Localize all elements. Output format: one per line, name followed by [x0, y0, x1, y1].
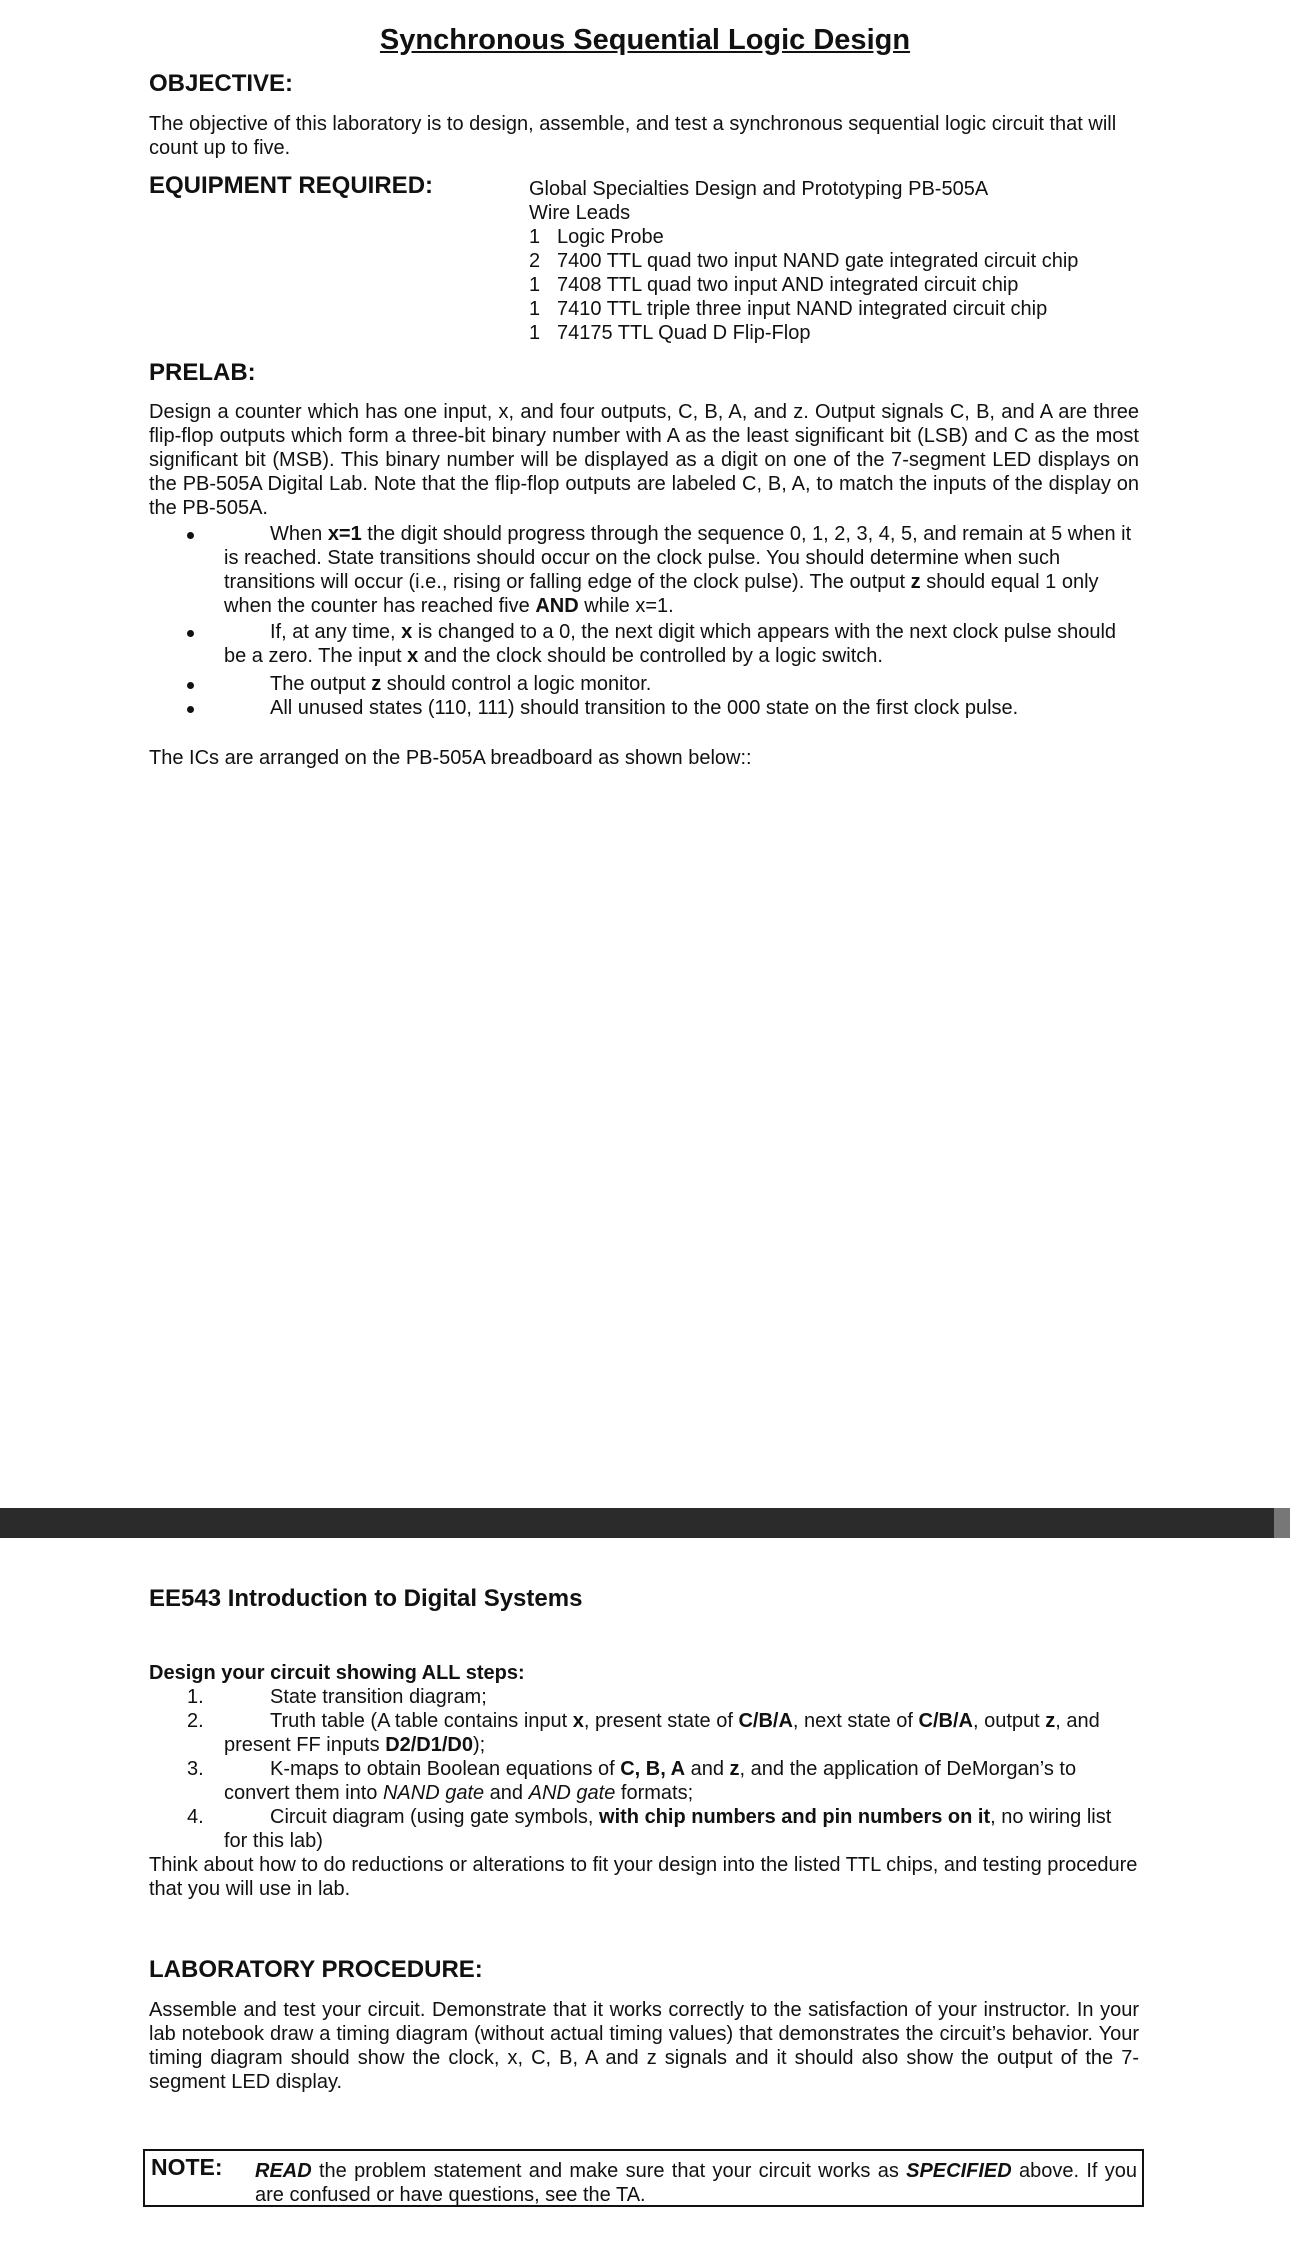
objective-text: The objective of this laboratory is to design, assemble, and test a synchronous sequential logic circuit that will count up to five. [149, 113, 1117, 159]
note-label: NOTE: [151, 2154, 223, 2180]
list-item: If, at any time, x is changed to a 0, the next digit which appears with the next clock pulse should be a zero. The input x and the clock should be controlled by a logic switch. [149, 620, 1139, 668]
note-box [143, 2149, 1144, 2207]
objective-heading: OBJECTIVE: [149, 70, 294, 97]
list-item: When x=1 the digit should progress through the sequence 0, 1, 2, 3, 4, 5, and remain at 5 when it is reached. State transitions should occur on the clock pulse. You should determine when such transitions will occur (i.e., rising or falling edge of the clock pulse). The output z should equal 1 only when the counter has reached five AND while x=1. [149, 522, 1139, 618]
bullet-icon [187, 630, 194, 637]
equipment-item: 1 Logic Probe [529, 226, 664, 248]
design-heading: Design your circuit showing ALL steps: [149, 1662, 525, 1684]
page-title: Synchronous Sequential Logic Design [379, 24, 911, 56]
list-item: 3. K-maps to obtain Boolean equations of C, B, A and z, and the application of DeMorgan’s to convert them into NAND gate and AND gate formats; [187, 1758, 1077, 1804]
equipment-item: 1 74175 TTL Quad D Flip-Flop [529, 322, 811, 344]
think-text: Think about how to do reductions or alterations to fit your design into the listed TTL chips, and testing procedure that you will use in lab. [149, 1854, 1138, 1900]
equipment-item: 2 7400 TTL quad two input NAND gate integrated circuit chip [529, 250, 1079, 272]
breadboard-caption: The ICs are arranged on the PB-505A breadboard as shown below:: [149, 747, 752, 769]
bullet-icon [187, 706, 194, 713]
equipment-item: Wire Leads [529, 202, 631, 224]
prelab-heading: PRELAB: [149, 359, 256, 386]
equipment-list [529, 177, 1229, 345]
procedure-heading: LABORATORY PROCEDURE: [149, 1956, 483, 1983]
bullet-icon [187, 682, 194, 689]
list-item: The output z should control a logic monitor. [149, 672, 1139, 696]
prelab-text: Design a counter which has one input, x, and four outputs, C, B, A, and z. Output signals C, B, and A are three flip-flop outputs which form a three-bit binary number with A as the least significant bit (LSB) and C as the most significant bit (MSB). This binary number will be displayed as a digit on one of the 7-segment LED displays on the PB-505A Digital Lab. Note that the flip-flop outputs are labeled C, B, A, to match the inputs of the display on the PB-505A. [149, 401, 1139, 519]
list-item: All unused states (110, 111) should transition to the 000 state on the first clock pulse. [149, 696, 1139, 720]
scroll-thumb[interactable] [1274, 1508, 1290, 1538]
equipment-item: Global Specialties Design and Prototyping PB-505A [529, 178, 989, 200]
bullet-icon [187, 532, 194, 539]
procedure-text: Assemble and test your circuit. Demonstrate that it works correctly to the satisfaction of your instructor. In your lab notebook draw a timing diagram (without actual timing values) that demonstrates the circuit’s behavior. Your timing diagram should show the clock, x, C, B, A and z signals and it should also show the output of the 7-segment LED display. [149, 1999, 1139, 2093]
list-item: 2. Truth table (A table contains input x, present state of C/B/A, next state of C/B/A, output z, and present FF inputs D2/D1/D0); [187, 1710, 1100, 1756]
equipment-item: 1 7410 TTL triple three input NAND integrated circuit chip [529, 298, 1048, 320]
equipment-heading: EQUIPMENT REQUIRED: [149, 172, 434, 199]
note-text: READ the problem statement and make sure that your circuit works as SPECIFIED above. If you are confused or have questions, see the TA. [255, 2160, 1137, 2206]
equipment-item: 1 7408 TTL quad two input AND integrated circuit chip [529, 274, 1019, 296]
list-item: 4. Circuit diagram (using gate symbols, with chip numbers and pin numbers on it, no wiring list for this lab) [187, 1806, 1112, 1852]
list-item: 1. State transition diagram; [187, 1686, 487, 1708]
course-header: EE543 Introduction to Digital Systems [149, 1585, 583, 1612]
page-divider [0, 1508, 1290, 1538]
